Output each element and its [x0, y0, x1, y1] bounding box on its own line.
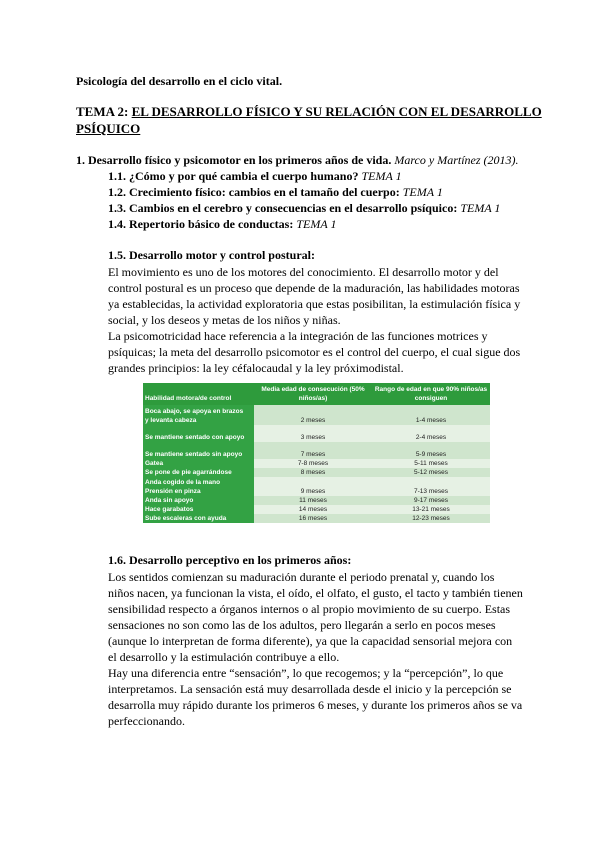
table-row: [143, 442, 490, 459]
subsection-ref: TEMA 1: [293, 217, 337, 231]
mean-age-cell: 8 meses: [254, 468, 372, 477]
section16-paragraph-line: sensaciones no son como las de los adultos, pero llegarán a serlo en pocos meses: [108, 618, 496, 632]
age-range-cell: 12-23 meses: [372, 514, 490, 523]
subsection-label: 1.2. Crecimiento físico: cambios en el tamaño del cuerpo:: [108, 185, 400, 199]
mean-age-cell: 14 meses: [254, 505, 372, 514]
mean-age-cell: 3 meses: [254, 425, 372, 442]
skill-cell: [143, 405, 254, 425]
section16-heading: 1.6. Desarrollo perceptivo en los primeros años:: [108, 553, 352, 567]
mean-age-cell: 2 meses: [254, 405, 372, 425]
section1-heading: [76, 152, 519, 168]
subsection-1-4: [108, 216, 336, 232]
age-range-cell: 9-17 meses: [372, 496, 490, 505]
subsection-label: 1.1. ¿Cómo y por qué cambia el cuerpo humano?: [108, 169, 359, 183]
skill-cell: Se pone de pie agarrándose: [143, 468, 254, 477]
section16-paragraph-line: interpretamos. La sensación está muy desarrollada desde el inicio y la percepción se: [108, 682, 512, 696]
section15-paragraph-line: El movimiento es uno de los motores del conocimiento. El desarrollo motor y del: [108, 265, 499, 279]
tema-prefix: TEMA 2:: [76, 104, 132, 119]
age-range-cell: 5-9 meses: [372, 442, 490, 459]
subsection-1-1: [108, 168, 402, 184]
skill-line: Se mantiene sentado sin apoyo: [145, 451, 243, 458]
column-header: Media edad de consecución (50% niños/as): [254, 383, 372, 405]
table-row: [143, 505, 490, 514]
subsection-label: 1.4. Repertorio básico de conductas:: [108, 217, 294, 231]
motor-skills-table: [143, 383, 490, 523]
age-range-cell: 1-4 meses: [372, 405, 490, 425]
column-header: Rango de edad en que 90% niños/as consiguen: [372, 383, 490, 405]
skill-line: Anda cogido de la mano: [145, 479, 221, 486]
section16-paragraph-line: niños nacen, ya funcionan la vista, el oído, el olfato, el gusto, el tacto y también tienen: [108, 586, 523, 600]
section16-paragraph-line: el desarrollo y la estimulación contribuye a ello.: [108, 650, 340, 664]
doc-title: Psicología del desarrollo en el ciclo vital.: [76, 74, 283, 88]
table-row: [143, 514, 490, 523]
age-range-cell: 2-4 meses: [372, 425, 490, 442]
section16-paragraph-line: desarrolla muy rápido durante los primeros 6 meses, y durante los primeros años se va: [108, 698, 523, 712]
section15-paragraph-line: control postural es un proceso que depende de la maduración, las habilidades motoras: [108, 281, 520, 295]
skill-line: Prensión en pinza: [145, 488, 201, 495]
subsection-1-2: [108, 184, 443, 200]
section16-paragraph-line: Los sentidos comienzan su maduración durante el periodo prenatal y, cuando los: [108, 570, 495, 584]
table-row: [143, 405, 490, 425]
section1-heading-text: 1. Desarrollo físico y psicomotor en los primeros años de vida.: [76, 153, 392, 167]
section16-paragraph-line: Hay una diferencia entre “sensación”, lo que recogemos; y la “percepción”, lo que: [108, 666, 504, 680]
skill-cell: Anda sin apoyo: [143, 496, 254, 505]
section15-paragraph-line: La psicomotricidad hace referencia a la integración de las funciones motrices y: [108, 329, 488, 343]
section16-paragraph-line: (aunque lo interpretan de forma diferente), ya que la capacidad sensorial mejora con: [108, 634, 513, 648]
mean-age-cell: 7-8 meses: [254, 459, 372, 468]
table-header-row: [143, 383, 490, 405]
section15-heading: 1.5. Desarrollo motor y control postural:: [108, 248, 315, 262]
tema-title-line1: EL DESARROLLO FÍSICO Y SU RELACIÓN CON EL DESARROLLO: [131, 104, 542, 119]
skill-cell: Hace garabatos: [143, 505, 254, 514]
subsection-ref: TEMA 1: [358, 169, 402, 183]
column-header: Habilidad motora/de control: [143, 383, 254, 405]
skill-cell: [143, 442, 254, 459]
skill-cell: [143, 425, 254, 442]
skill-cell: [143, 477, 254, 496]
table-row: [143, 468, 490, 477]
skill-cell: Gatea: [143, 459, 254, 468]
section1-ref: Marco y Martínez (2013).: [391, 153, 519, 167]
age-range-cell: 7-13 meses: [372, 477, 490, 496]
section15-paragraph-line: grandes principios: la ley céfalocaudal y la ley próximodistal.: [108, 361, 404, 375]
age-range-cell: 5-12 meses: [372, 468, 490, 477]
mean-age-cell: 9 meses: [254, 477, 372, 496]
tema-heading-line1: [76, 104, 542, 120]
tema-title-line2: PSÍQUICO: [76, 121, 141, 136]
subsection-ref: TEMA 1: [457, 201, 501, 215]
section15-paragraph-line: ya establecidas, la actividad exploratoria que estas posibilitan, la estimulación física y: [108, 297, 521, 311]
skill-line: Boca abajo, se apoya en brazos: [145, 408, 244, 415]
skill-cell: Sube escaleras con ayuda: [143, 514, 254, 523]
section16-paragraph-line: sensibilidad respecto a órganos internos o al propio movimiento de su cuerpo. Estas: [108, 602, 511, 616]
skill-line: Se mantiene sentado con apoyo: [145, 434, 245, 441]
mean-age-cell: 11 meses: [254, 496, 372, 505]
subsection-ref: TEMA 1: [399, 185, 443, 199]
table-row: [143, 459, 490, 468]
subsection-label: 1.3. Cambios en el cerebro y consecuencias en el desarrollo psíquico:: [108, 201, 458, 215]
section15-paragraph-line: social, y los deseos y metas de los niños y niñas.: [108, 313, 341, 327]
mean-age-cell: 16 meses: [254, 514, 372, 523]
table-row: [143, 425, 490, 442]
skill-line: y levanta cabeza: [145, 417, 197, 424]
mean-age-cell: 7 meses: [254, 442, 372, 459]
age-range-cell: 13-21 meses: [372, 505, 490, 514]
subsection-1-3: [108, 200, 500, 216]
section15-paragraph-line: psíquicas; la meta del desarrollo psicomotor es el control del cuerpo, el cual sigue dos: [108, 345, 521, 359]
table-row: [143, 477, 490, 496]
table-row: [143, 496, 490, 505]
section16-paragraph-line: perfeccionando.: [108, 714, 185, 728]
age-range-cell: 5-11 meses: [372, 459, 490, 468]
